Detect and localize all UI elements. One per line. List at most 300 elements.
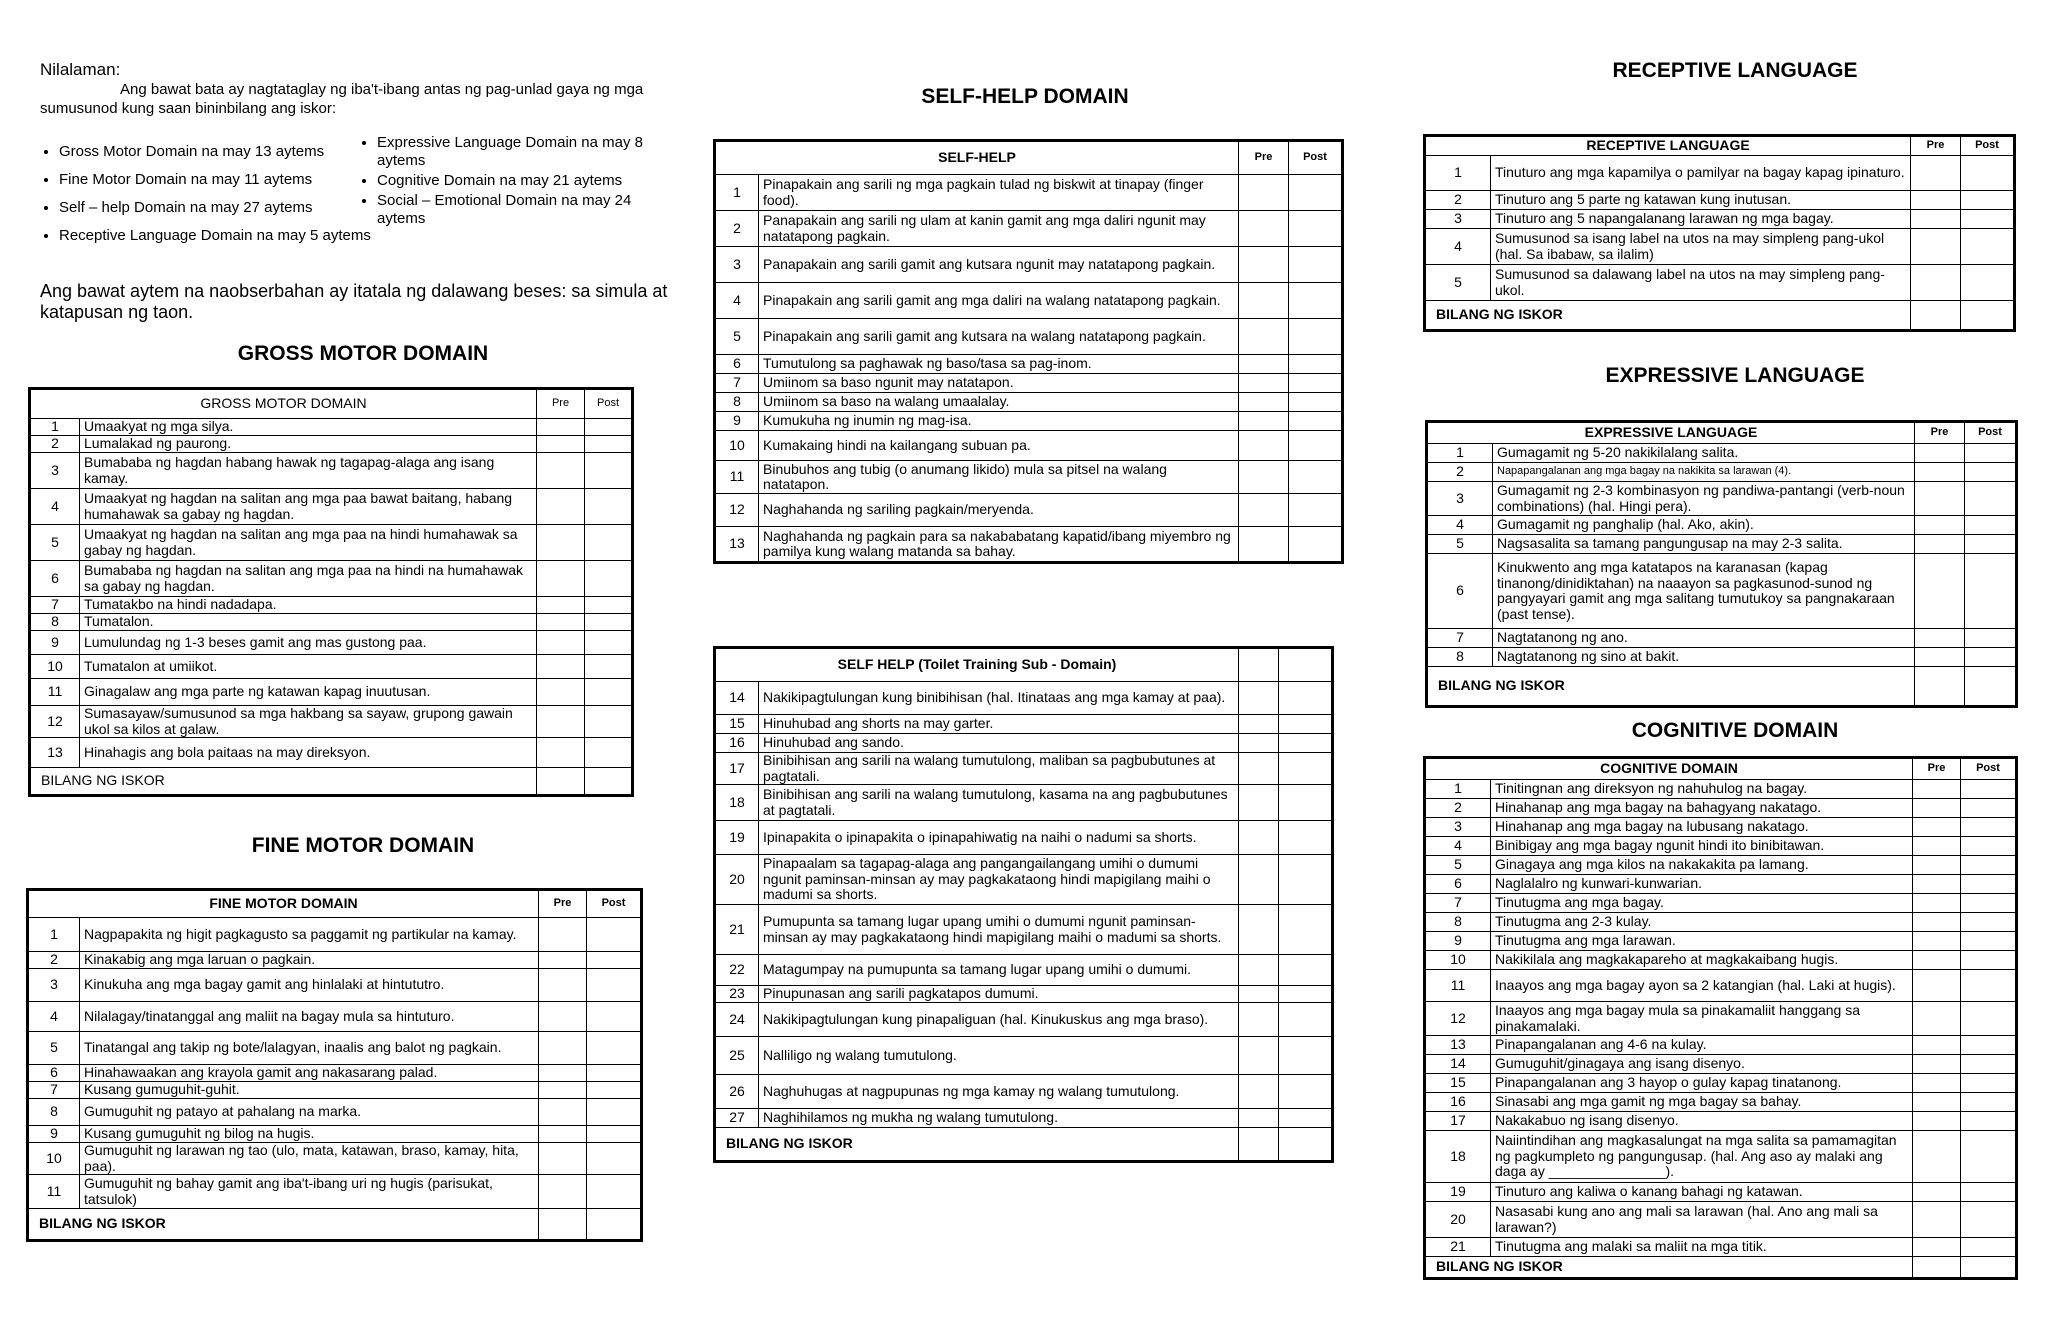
table-title: RECEPTIVE LANGUAGE xyxy=(1425,136,1911,156)
post-score-cell[interactable] xyxy=(1965,554,2017,629)
table-row xyxy=(715,905,1333,955)
table-row xyxy=(1425,1036,2017,1055)
pre-total-cell[interactable] xyxy=(1913,1257,1961,1279)
post-score-cell[interactable] xyxy=(1289,431,1343,461)
pre-score-cell[interactable] xyxy=(539,918,587,952)
post-score-cell[interactable] xyxy=(1961,1074,2017,1093)
pre-score-cell[interactable] xyxy=(1239,715,1279,734)
post-score-cell[interactable] xyxy=(1289,494,1343,527)
pre-score-cell[interactable] xyxy=(539,952,587,969)
col-header-post: Post xyxy=(1289,141,1343,175)
pre-score-cell[interactable] xyxy=(1913,1238,1961,1257)
pre-score-cell[interactable] xyxy=(1915,463,1965,482)
post-score-cell[interactable] xyxy=(1961,875,2017,894)
item-number: 2 xyxy=(1425,799,1491,818)
pre-score-cell[interactable] xyxy=(539,1099,587,1126)
post-score-cell[interactable] xyxy=(1961,191,2015,210)
pre-total-cell[interactable] xyxy=(1911,301,1961,331)
post-score-cell[interactable] xyxy=(587,1099,642,1126)
post-score-cell[interactable] xyxy=(1961,799,2017,818)
item-text: Sumasayaw/sumusunod sa mga hakbang sa sayaw, grupong gawain ukol sa kilos at galaw. xyxy=(80,706,537,738)
item-text: Pumupunta sa tamang lugar upang umihi o dumumi ngunit paminsan-minsan ay may pagkakataong hindi mapigilang maihi o madumi sa shorts. xyxy=(759,905,1239,955)
pre-score-cell[interactable] xyxy=(537,679,585,706)
post-score-cell[interactable] xyxy=(1961,818,2017,837)
pre-score-cell[interactable] xyxy=(1239,461,1289,494)
pre-score-cell[interactable] xyxy=(1915,482,1965,516)
pre-score-cell[interactable] xyxy=(1913,1131,1961,1183)
col-header-pre: Pre xyxy=(1915,422,1965,444)
post-score-cell[interactable] xyxy=(1289,283,1343,319)
post-score-cell[interactable] xyxy=(585,738,633,768)
post-score-cell[interactable] xyxy=(1961,913,2017,932)
pre-score-cell[interactable] xyxy=(1239,527,1289,563)
col-header-post xyxy=(1279,648,1333,682)
post-score-cell[interactable] xyxy=(1279,753,1333,785)
cognitive-heading: COGNITIVE DOMAIN xyxy=(1631,719,1839,742)
pre-score-cell[interactable] xyxy=(1913,932,1961,951)
post-score-cell[interactable] xyxy=(1961,1238,2017,1257)
pre-score-cell[interactable] xyxy=(1913,970,1961,1002)
item-text: Pinupunasan ang sarili pagkatapos dumumi. xyxy=(759,986,1239,1003)
post-score-cell[interactable] xyxy=(585,561,633,597)
pre-score-cell[interactable] xyxy=(1239,753,1279,785)
pre-score-cell[interactable] xyxy=(1239,175,1289,211)
post-score-cell[interactable] xyxy=(585,419,633,436)
item-number: 13 xyxy=(30,738,80,768)
col-header-pre: Pre xyxy=(539,890,587,918)
pre-score-cell[interactable] xyxy=(1911,210,1961,229)
item-number: 5 xyxy=(1425,265,1491,301)
table-row xyxy=(715,1109,1333,1128)
post-score-cell[interactable] xyxy=(1289,319,1343,355)
item-text: Gumuguhit ng larawan ng tao (ulo, mata, katawan, braso, kamay, hita, paa). xyxy=(80,1143,539,1175)
table-row xyxy=(715,682,1333,715)
item-number: 18 xyxy=(1425,1131,1491,1183)
post-score-cell[interactable] xyxy=(585,614,633,631)
score-label: BILANG NG ISKOR xyxy=(30,768,537,796)
pre-score-cell[interactable] xyxy=(537,738,585,768)
table-title: SELF-HELP xyxy=(715,141,1239,175)
item-text: Tumatalon at umiikot. xyxy=(80,655,537,679)
pre-score-cell[interactable] xyxy=(1239,821,1279,855)
item-text: Kusang gumuguhit-guhit. xyxy=(80,1082,539,1099)
item-number: 7 xyxy=(30,597,80,614)
pre-score-cell[interactable] xyxy=(1915,629,1965,648)
item-text: Tinuturo ang kaliwa o kanang bahagi ng katawan. xyxy=(1491,1183,1913,1202)
pre-score-cell[interactable] xyxy=(1915,444,1965,463)
item-text: Nasasabi kung ano ang mali sa larawan (hal. Ano ang mali sa larawan?) xyxy=(1491,1202,1913,1238)
post-score-cell[interactable] xyxy=(1279,715,1333,734)
post-score-cell[interactable] xyxy=(1279,986,1333,1003)
item-text: Tinuturo ang mga kapamilya o pamilyar na bagay kapag ipinaturo. xyxy=(1491,156,1911,191)
post-score-cell[interactable] xyxy=(1961,951,2017,970)
post-score-cell[interactable] xyxy=(1279,955,1333,986)
pre-score-cell[interactable] xyxy=(1913,837,1961,856)
pre-score-cell[interactable] xyxy=(539,969,587,1002)
pre-score-cell[interactable] xyxy=(1239,393,1289,412)
col-header-post: Post xyxy=(585,389,633,419)
post-score-cell[interactable] xyxy=(1965,482,2017,516)
post-score-cell[interactable] xyxy=(585,525,633,561)
pre-score-cell[interactable] xyxy=(1915,535,1965,554)
pre-score-cell[interactable] xyxy=(1239,247,1289,283)
post-score-cell[interactable] xyxy=(1289,374,1343,393)
post-total-cell[interactable] xyxy=(1961,301,2015,331)
post-score-cell[interactable] xyxy=(1289,393,1343,412)
item-text: Pinapaalam sa tagapag-alaga ang pangangailangang umihi o dumumi ngunit paminsan-minsan ay may pagkakataong hindi mapigilang maihi o madumi sa shorts. xyxy=(759,855,1239,905)
post-total-cell[interactable] xyxy=(587,1209,642,1241)
post-score-cell[interactable] xyxy=(1961,229,2015,265)
pre-score-cell[interactable] xyxy=(1239,1037,1279,1075)
post-score-cell[interactable] xyxy=(587,1065,642,1082)
pre-total-cell[interactable] xyxy=(539,1209,587,1241)
item-text: Tumutulong sa paghawak ng baso/tasa sa pag-inom. xyxy=(759,355,1239,374)
item-number: 20 xyxy=(1425,1202,1491,1238)
item-number: 3 xyxy=(28,969,80,1002)
domain-list-right xyxy=(351,134,677,230)
post-score-cell[interactable] xyxy=(1961,932,2017,951)
pre-score-cell[interactable] xyxy=(539,1032,587,1065)
item-text: Binubuhos ang tubig (o anumang likido) mula sa pitsel na walang natatapon. xyxy=(759,461,1239,494)
item-text: Pinapakain ang sarili gamit ang kutsara na walang natatapong pagkain. xyxy=(759,319,1239,355)
post-score-cell[interactable] xyxy=(1961,894,2017,913)
item-text: Pinapakain ang sarili gamit ang mga daliri na walang natatapong pagkain. xyxy=(759,283,1239,319)
col-header-post: Post xyxy=(1961,136,2015,156)
item-text: Inaayos ang mga bagay mula sa pinakamaliit hanggang sa pinakamalaki. xyxy=(1491,1002,1913,1036)
receptive-table xyxy=(1423,134,2016,332)
item-number: 5 xyxy=(28,1032,80,1065)
pre-score-cell[interactable] xyxy=(1239,355,1289,374)
item-text: Tinitingnan ang direksyon ng nahuhulog na bagay. xyxy=(1491,780,1913,799)
post-score-cell[interactable] xyxy=(585,655,633,679)
pre-score-cell[interactable] xyxy=(1239,319,1289,355)
pre-score-cell[interactable] xyxy=(1239,1003,1279,1037)
item-text: Naghuhugas at nagpupunas ng mga kamay ng walang tumutulong. xyxy=(759,1075,1239,1109)
post-score-cell[interactable] xyxy=(1961,856,2017,875)
post-score-cell[interactable] xyxy=(587,969,642,1002)
post-score-cell[interactable] xyxy=(1961,156,2015,191)
pre-score-cell[interactable] xyxy=(539,1065,587,1082)
pre-score-cell[interactable] xyxy=(1911,229,1961,265)
post-total-cell[interactable] xyxy=(1279,1128,1333,1162)
pre-score-cell[interactable] xyxy=(537,655,585,679)
post-score-cell[interactable] xyxy=(585,706,633,738)
item-number: 24 xyxy=(715,1003,759,1037)
col-header-post: Post xyxy=(1965,422,2017,444)
table-title: GROSS MOTOR DOMAIN xyxy=(30,389,537,419)
pre-score-cell[interactable] xyxy=(1913,894,1961,913)
pre-score-cell[interactable] xyxy=(1239,283,1289,319)
table-row xyxy=(1427,516,2017,535)
pre-total-cell[interactable] xyxy=(537,768,585,796)
pre-score-cell[interactable] xyxy=(1239,1109,1279,1128)
pre-score-cell[interactable] xyxy=(537,597,585,614)
post-score-cell[interactable] xyxy=(587,918,642,952)
item-text: Sinasabi ang mga gamit ng mga bagay sa bahay. xyxy=(1491,1093,1913,1112)
item-text: Umiinom sa baso ngunit may natatapon. xyxy=(759,374,1239,393)
item-text: Nalliligo ng walang tumutulong. xyxy=(759,1037,1239,1075)
table-row xyxy=(1427,629,2017,648)
post-score-cell[interactable] xyxy=(1279,1003,1333,1037)
table-row xyxy=(1425,970,2017,1002)
item-number: 1 xyxy=(715,175,759,211)
post-score-cell[interactable] xyxy=(1965,629,2017,648)
post-score-cell[interactable] xyxy=(1279,785,1333,821)
post-score-cell[interactable] xyxy=(1289,175,1343,211)
post-score-cell[interactable] xyxy=(1961,210,2015,229)
post-score-cell[interactable] xyxy=(1965,648,2017,667)
score-row xyxy=(28,1209,642,1241)
table-row xyxy=(1425,1183,2017,1202)
pre-score-cell[interactable] xyxy=(1913,856,1961,875)
pre-score-cell[interactable] xyxy=(1913,1002,1961,1036)
domain-list-item: • Self – help Domain na may 27 aytems xyxy=(59,199,374,217)
pre-score-cell[interactable] xyxy=(537,489,585,525)
item-text: Gumuguhit ng patayo at pahalang na marka. xyxy=(80,1099,539,1126)
item-text: Lumalakad ng paurong. xyxy=(80,436,537,453)
pre-score-cell[interactable] xyxy=(1239,955,1279,986)
table-row xyxy=(715,986,1333,1003)
post-score-cell[interactable] xyxy=(585,597,633,614)
post-score-cell[interactable] xyxy=(585,631,633,655)
pre-score-cell[interactable] xyxy=(537,631,585,655)
pre-score-cell[interactable] xyxy=(537,561,585,597)
post-score-cell[interactable] xyxy=(1961,780,2017,799)
post-score-cell[interactable] xyxy=(1279,734,1333,753)
post-score-cell[interactable] xyxy=(587,1143,642,1175)
table-title: COGNITIVE DOMAIN xyxy=(1425,758,1913,780)
pre-score-cell[interactable] xyxy=(1239,1075,1279,1109)
table-row xyxy=(28,1175,642,1209)
pre-score-cell[interactable] xyxy=(537,453,585,489)
post-score-cell[interactable] xyxy=(1961,265,2015,301)
post-score-cell[interactable] xyxy=(1961,1112,2017,1131)
post-score-cell[interactable] xyxy=(1279,1075,1333,1109)
item-text: Inaayos ang mga bagay ayon sa 2 katangian (hal. Laki at hugis). xyxy=(1491,970,1913,1002)
pre-score-cell[interactable] xyxy=(1913,780,1961,799)
pre-score-cell[interactable] xyxy=(539,1143,587,1175)
pre-score-cell[interactable] xyxy=(539,1082,587,1099)
post-score-cell[interactable] xyxy=(1961,1002,2017,1036)
item-text: Ginagalaw ang mga parte ng katawan kapag inuutusan. xyxy=(80,679,537,706)
item-number: 2 xyxy=(1425,191,1491,210)
score-label: BILANG NG ISKOR xyxy=(28,1209,539,1241)
table-row xyxy=(1427,463,2017,482)
item-number: 2 xyxy=(30,436,80,453)
table-row xyxy=(30,679,633,706)
pre-score-cell[interactable] xyxy=(1911,265,1961,301)
item-text: Ginagaya ang mga kilos na nakakakita pa lamang. xyxy=(1491,856,1913,875)
item-text: Nakikipagtulungan kung binibihisan (hal. Itinataas ang mga kamay at paa). xyxy=(759,682,1239,715)
post-score-cell[interactable] xyxy=(1961,1202,2017,1238)
pre-total-cell[interactable] xyxy=(1239,1128,1279,1162)
item-number: 9 xyxy=(30,631,80,655)
post-score-cell[interactable] xyxy=(1961,1036,2017,1055)
post-score-cell[interactable] xyxy=(1961,1093,2017,1112)
pre-score-cell[interactable] xyxy=(1239,734,1279,753)
post-total-cell[interactable] xyxy=(585,768,633,796)
pre-score-cell[interactable] xyxy=(1913,1055,1961,1074)
table-row xyxy=(28,1099,642,1126)
table-row xyxy=(1425,1055,2017,1074)
post-total-cell[interactable] xyxy=(1965,667,2017,707)
pre-score-cell[interactable] xyxy=(1239,374,1289,393)
pre-score-cell[interactable] xyxy=(1239,494,1289,527)
item-text: Gumagamit ng 2-3 kombinasyon ng pandiwa-pantangi (verb-noun combinations) (hal. Hingi pera). xyxy=(1493,482,1915,516)
post-score-cell[interactable] xyxy=(1289,412,1343,431)
post-score-cell[interactable] xyxy=(1965,535,2017,554)
table-row xyxy=(1425,1238,2017,1257)
post-score-cell[interactable] xyxy=(1965,444,2017,463)
pre-score-cell[interactable] xyxy=(537,419,585,436)
post-score-cell[interactable] xyxy=(1961,1183,2017,1202)
item-number: 6 xyxy=(1427,554,1493,629)
post-score-cell[interactable] xyxy=(1289,247,1343,283)
pre-score-cell[interactable] xyxy=(1913,1202,1961,1238)
pre-score-cell[interactable] xyxy=(1913,875,1961,894)
pre-score-cell[interactable] xyxy=(1239,785,1279,821)
table-row xyxy=(28,1126,642,1143)
item-number: 9 xyxy=(1425,932,1491,951)
item-number: 19 xyxy=(715,821,759,855)
pre-score-cell[interactable] xyxy=(1913,1074,1961,1093)
table-row xyxy=(715,785,1333,821)
item-text: Tinuturo ang 5 parte ng katawan kung inutusan. xyxy=(1491,191,1911,210)
pre-score-cell[interactable] xyxy=(1913,913,1961,932)
item-text: Gumuguhit/ginagaya ang isang disenyo. xyxy=(1491,1055,1913,1074)
item-text: Matagumpay na pumupunta sa tamang lugar upang umihi o dumumi. xyxy=(759,955,1239,986)
table-row xyxy=(1425,932,2017,951)
item-number: 21 xyxy=(1425,1238,1491,1257)
item-text: Hinahawaakan ang krayola gamit ang nakasarang palad. xyxy=(80,1065,539,1082)
score-label: BILANG NG ISKOR xyxy=(715,1128,1239,1162)
item-text: Sumusunod sa isang label na utos na may simpleng pang-ukol (hal. Sa ibabaw, sa ilalim) xyxy=(1491,229,1911,265)
pre-score-cell[interactable] xyxy=(539,1126,587,1143)
pre-score-cell[interactable] xyxy=(537,436,585,453)
post-score-cell[interactable] xyxy=(1279,821,1333,855)
table-row xyxy=(715,1003,1333,1037)
post-score-cell[interactable] xyxy=(585,679,633,706)
pre-score-cell[interactable] xyxy=(537,614,585,631)
post-score-cell[interactable] xyxy=(1289,211,1343,247)
pre-score-cell[interactable] xyxy=(1239,211,1289,247)
post-score-cell[interactable] xyxy=(587,1002,642,1032)
item-number: 5 xyxy=(1425,856,1491,875)
pre-score-cell[interactable] xyxy=(1911,156,1961,191)
item-text: Lumulundag ng 1-3 beses gamit ang mas gustong paa. xyxy=(80,631,537,655)
item-number: 8 xyxy=(30,614,80,631)
pre-score-cell[interactable] xyxy=(1915,554,1965,629)
pre-score-cell[interactable] xyxy=(1913,1036,1961,1055)
item-number: 27 xyxy=(715,1109,759,1128)
pre-score-cell[interactable] xyxy=(1239,905,1279,955)
post-score-cell[interactable] xyxy=(1289,527,1343,563)
item-text: Tumatalon. xyxy=(80,614,537,631)
table-row xyxy=(30,453,633,489)
pre-score-cell[interactable] xyxy=(1239,682,1279,715)
pre-score-cell[interactable] xyxy=(1913,818,1961,837)
post-score-cell[interactable] xyxy=(1965,463,2017,482)
post-score-cell[interactable] xyxy=(587,1032,642,1065)
pre-score-cell[interactable] xyxy=(539,1002,587,1032)
table-row xyxy=(715,494,1343,527)
pre-total-cell[interactable] xyxy=(1915,667,1965,707)
post-score-cell[interactable] xyxy=(1961,1131,2017,1183)
item-text: Nakikilala ang magkakapareho at magkakaibang hugis. xyxy=(1491,951,1913,970)
pre-score-cell[interactable] xyxy=(1913,951,1961,970)
pre-score-cell[interactable] xyxy=(1913,1112,1961,1131)
item-number: 10 xyxy=(28,1143,80,1175)
pre-score-cell[interactable] xyxy=(1915,648,1965,667)
pre-score-cell[interactable] xyxy=(1915,516,1965,535)
post-score-cell[interactable] xyxy=(1965,516,2017,535)
table-row xyxy=(30,706,633,738)
pre-score-cell[interactable] xyxy=(537,525,585,561)
pre-score-cell[interactable] xyxy=(1911,191,1961,210)
post-score-cell[interactable] xyxy=(1961,970,2017,1002)
item-number: 10 xyxy=(1425,951,1491,970)
table-row xyxy=(1427,535,2017,554)
pre-score-cell[interactable] xyxy=(539,1175,587,1209)
post-score-cell[interactable] xyxy=(585,453,633,489)
item-number: 16 xyxy=(1425,1093,1491,1112)
item-text: Kumukuha ng inumin ng mag-isa. xyxy=(759,412,1239,431)
pre-score-cell[interactable] xyxy=(537,706,585,738)
table-title: SELF HELP (Toilet Training Sub - Domain) xyxy=(715,648,1239,682)
post-total-cell[interactable] xyxy=(1961,1257,2017,1279)
post-score-cell[interactable] xyxy=(587,952,642,969)
item-number: 3 xyxy=(1425,210,1491,229)
post-score-cell[interactable] xyxy=(585,436,633,453)
table-title: EXPRESSIVE LANGUAGE xyxy=(1427,422,1915,444)
post-score-cell[interactable] xyxy=(587,1175,642,1209)
post-score-cell[interactable] xyxy=(1279,1037,1333,1075)
item-text: Sumusunod sa dalawang label na utos na may simpleng pang-ukol. xyxy=(1491,265,1911,301)
post-score-cell[interactable] xyxy=(1279,682,1333,715)
pre-score-cell[interactable] xyxy=(1239,412,1289,431)
pre-score-cell[interactable] xyxy=(1239,986,1279,1003)
pre-score-cell[interactable] xyxy=(1239,431,1289,461)
pre-score-cell[interactable] xyxy=(1913,1093,1961,1112)
item-number: 11 xyxy=(30,679,80,706)
pre-score-cell[interactable] xyxy=(1239,855,1279,905)
pre-score-cell[interactable] xyxy=(1913,799,1961,818)
item-number: 23 xyxy=(715,986,759,1003)
table-row xyxy=(30,436,633,453)
post-score-cell[interactable] xyxy=(1961,1055,2017,1074)
post-score-cell[interactable] xyxy=(1289,355,1343,374)
post-score-cell[interactable] xyxy=(1961,837,2017,856)
item-text: Naghahanda ng pagkain para sa nakababatang kapatid/ibang miyembro ng pamilya kung walang matanda sa bahay. xyxy=(759,527,1239,563)
pre-score-cell[interactable] xyxy=(1913,1183,1961,1202)
item-number: 14 xyxy=(1425,1055,1491,1074)
post-score-cell[interactable] xyxy=(1289,461,1343,494)
item-number: 1 xyxy=(1425,156,1491,191)
post-score-cell[interactable] xyxy=(585,489,633,525)
item-text: Tinatangal ang takip ng bote/lalagyan, inaalis ang balot ng pagkain. xyxy=(80,1032,539,1065)
post-score-cell[interactable] xyxy=(1279,1109,1333,1128)
table-row xyxy=(28,918,642,952)
table-row xyxy=(715,283,1343,319)
item-text: Naglalalro ng kunwari-kunwarian. xyxy=(1491,875,1913,894)
item-number: 2 xyxy=(715,211,759,247)
item-number: 7 xyxy=(28,1082,80,1099)
post-score-cell[interactable] xyxy=(1279,855,1333,905)
post-score-cell[interactable] xyxy=(587,1082,642,1099)
post-score-cell[interactable] xyxy=(1279,905,1333,955)
post-score-cell[interactable] xyxy=(587,1126,642,1143)
item-number: 4 xyxy=(30,489,80,525)
